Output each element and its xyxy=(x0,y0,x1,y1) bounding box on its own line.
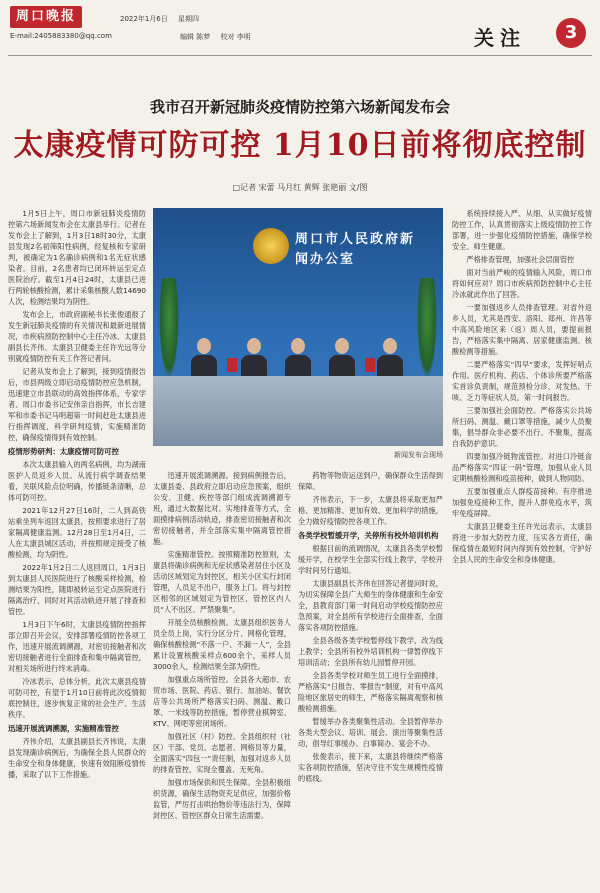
national-emblem-icon xyxy=(253,228,289,264)
paragraph: 太康县卫健委主任许光远表示，太康县将进一步加大防控力度，压实各方责任，确保疫情在最短时间内得到有效控制，守护好全县人民的生命安全和身体健康。 xyxy=(452,522,592,564)
paragraph: 迅速开展流调溯源。接到病例报告后，太康县委、县政府立即启动应急预案，组织公安、卫健、疾控等部门组成流调溯源专班，通过大数据比对、实地排查等方式，全面摸排病例活动轨迹，排查密切接触者和次密切接触者，并全部落实集中隔离管控措施。 xyxy=(153,471,291,546)
editor: 编辑 陈梦 xyxy=(180,33,211,41)
conference-table xyxy=(153,376,443,446)
flag-icon xyxy=(365,358,375,372)
article-column-3 xyxy=(298,470,443,888)
plant-decoration xyxy=(159,278,179,378)
paragraph: 四要加强冷链物流管控。对进口冷链食品严格落实“四证一码”管理，加强从业人员定期核酸检测和疫苗接种，做到人物同防。 xyxy=(452,452,592,483)
paragraph: 冷冰表示，总体分析，此次太康县疫情可防可控，有望于1月10日前将此次疫情彻底控制住，逐步恢复正常的社会生产、生活秩序。 xyxy=(8,677,146,719)
paragraph: 齐伟介绍，太康县副县长齐伟说，太康县发现确诊病例后，为确保全县人民群众的生命安全和身体健康，快速有效阻断疫情传播，采取了以下工作措施。 xyxy=(8,737,146,779)
paragraph: 太康县副县长齐伟在回答记者提问时说，为切实保障全县广大师生的身体健康和生命安全，县教育部门第一时间启动学校疫情防控应急预案，对全县所有学校进行全面排查，全面落实各项防控措施。 xyxy=(298,579,443,632)
paragraph: 齐伟表示，下一步，太康县将采取更加严格、更加精准、更加有效、更加科学的措施，全力做好疫情防控各项工作。 xyxy=(298,495,443,526)
article-column-4 xyxy=(452,208,592,888)
article-kicker: 我市召开新冠肺炎疫情防控第六场新闻发布会 xyxy=(149,98,450,116)
press-conference-photo xyxy=(153,208,443,446)
paragraph: 全县各级各类学校暂停线下教学，改为线上教学；全县所有校外培训机构一律暂停线下培训活动；全县所有幼儿园暂停开园。 xyxy=(298,636,443,667)
paragraph: 张俊表示，接下来，太康县将继续严格落实各项防控措施，坚决守住不发生规模性疫情的底线。 xyxy=(298,752,443,783)
subheading: 迅速开展流调溯源，实施精准管控 xyxy=(8,724,119,733)
staff-line xyxy=(180,32,259,42)
photo-caption: 新闻发布会现场 xyxy=(394,451,443,459)
paragraph: 严格排查管理，加强社会层面管控 xyxy=(466,255,575,264)
issue-date xyxy=(120,14,207,24)
paragraph: 暂缓举办各类聚集性活动。全县暂停举办各类大型会议、培训、展会、演出等聚集性活动，倡导红事缓办、白事简办、宴会不办。 xyxy=(298,717,443,748)
paragraph: 二要严格落实“四早”要求，发挥好哨点作用。医疗机构、药店、个体诊所要严格落实首诊负责制，规范预检分诊，对发热、干咳、乏力等症状人员，第一时间报告。 xyxy=(452,360,592,402)
paragraph: 加强重点场所管控。全县各大超市、农贸市场、医院、药店、银行、加油站、餐饮店等公共场所严格落实扫码、测温、戴口罩、一米线等防控措施，暂停营业棋牌室、KTV、网吧等密闭场所。 xyxy=(153,675,291,728)
paragraph: 全县各类学校对师生员工进行全面摸排，严格落实“日报告、零报告”制度，对有中高风险地区旅居史的师生，严格落实隔离观察和核酸检测措施。 xyxy=(298,671,443,713)
paragraph: 一要加强返乡人员排查管理。对省外返乡人员，尤其是西安、洛阳、郑州、许昌等中高风险地区来（返）周人员，要提前报告，严格落实集中隔离、居家健康监测、核酸检测等措施。 xyxy=(452,303,592,356)
paragraph: 五要加强重点人群疫苗接种。有序推进加强免疫接种工作，提升人群免疫水平，筑牢免疫屏障。 xyxy=(452,487,592,518)
paragraph: 2021年12月27日16时，二人到高铁站乘坐列车返回太康县，按照要求进行了居家隔离健康监测。12月28日至1月4日，二人在太康县城区活动，并按照规定接受了核酸检测，均为阴性。 xyxy=(8,506,146,559)
reviewer: 校对 李明 xyxy=(220,33,251,41)
backdrop-sign: 周口市人民政府新闻办公室 xyxy=(295,232,416,267)
paragraph: 药物等物资运送到户，确保群众生活得到保障。 xyxy=(298,471,443,491)
article-column-2 xyxy=(153,470,291,888)
newspaper-logo: 周口晚报 xyxy=(10,6,82,28)
paragraph: 根据目前的流调情况，太康县各类学校暂缓开学，在校学生全部实行线上教学，学校开学时间另行通知。 xyxy=(298,544,443,575)
paragraph: 1月5日上午，周口市新冠肺炎疫情防控第六场新闻发布会在太康县举行。记者在发布会上了解到，1月3日18时30分，太康县发现2名初筛阳性病例，经复核和专家研判，被确定为1名确诊病例和1名无症状感染者。目前，2名患者均已闭环转运至定点医院治疗。截至1月4日24时，太康县已进行两轮核酸检测，累计采集核酸人数14690人次，检测结果均为阴性。 xyxy=(8,209,146,306)
paragraph: 面对当前严峻的疫情输入风险，周口市将如何应对？周口市疾病预防控制中心主任冷冰就此作出了回答。 xyxy=(452,268,592,299)
subheading: 疫情形势研判：太康疫情可防可控 xyxy=(8,447,119,456)
paragraph: 发布会上，市政府副秘书长张俊通报了发生新冠肺炎疫情的有关情况和最新进展情况，市疾病预防控制中心主任冷冰、太康县副县长齐伟、太康县卫健委主任许光远等分别就疫情防控有关工作答记者问。 xyxy=(8,310,146,363)
paragraph: 记者从发布会上了解到，接到疫情报告后，市县两级立即启动疫情防控应急机制，迅速建立市县联动的高效指挥体系，专家学者、周口市委书记安伟亲自指挥，市长吉建军和市委书记马明超第一时间赶赴太康县进行指挥调度，科学研判疫情，实施精准防控，确保疫情得到有效控制。 xyxy=(8,367,146,442)
weekday: 星期四 xyxy=(177,15,199,23)
contact-email: E-mail:2405883380@qq.com xyxy=(10,32,112,40)
article-byline: □记者 宋蕾 马月红 黄辉 张艳丽 文/图 xyxy=(232,183,368,192)
paragraph: 开展全员核酸检测。太康县组织医务人员全员上岗，实行分区分片、网格化管理，确保核酸检测“不落一户、不漏一人”，全县累计设置核酸采样点600余个，采样人员3000余人，检测结果全部为阴性。 xyxy=(153,618,291,671)
paragraph: 三要加强社会面防控。严格落实公共场所扫码、测温、戴口罩等措施，减少人员聚集，倡导群众非必要不出行、不聚集，提高自我防护意识。 xyxy=(452,406,592,448)
paragraph: 加强市场保供和民生保障。全县积极组织货源，确保生活物资充足供应，加强价格监管，严厉打击哄抬物价等违法行为，保障封控区、管控区群众日常生活需要。 xyxy=(153,778,291,820)
plant-decoration xyxy=(417,278,437,378)
article-headline: 太康疫情可防可控 1月10日前将彻底控制 xyxy=(13,128,587,163)
flag-icon xyxy=(227,358,237,372)
paragraph: 本次太康县输入的两名病例，均为湖南医护人员返乡人员。从流行病学调查结果看，关联风险点位明确，传播链条清晰，总体可防可控。 xyxy=(8,460,146,502)
subheading: 各类学校暂缓开学，关停所有校外培训机构 xyxy=(298,531,439,540)
date: 2022年1月6日 xyxy=(120,15,168,23)
article-column-1 xyxy=(8,208,146,888)
page-number-badge: 3 xyxy=(556,18,586,48)
section-title: 关注 xyxy=(474,26,526,50)
paragraph: 实施精准管控。按照精准防控原则，太康县将确诊病例和无症状感染者居住小区及活动区域划定为封控区，相关小区实行封闭管理，人员足不出户，服务上门。将与封控区相邻的区域划定为管控区，管控区内人员“人不出区、严禁聚集”。 xyxy=(153,550,291,614)
masthead-divider xyxy=(8,55,592,56)
paragraph: 系统持续接入严、从细、从实做好疫情防控工作，认真贯彻落实上级疫情防控工作部署，进一步强化疫情防控措施，确保学校安全、师生健康。 xyxy=(452,209,592,251)
paragraph: 1月3日下午6时，太康县疫情防控指挥部立即召开会议，安排部署疫情防控各项工作，迅速开展流调溯源，对密切接触者和次密切接触者进行全面排查和集中隔离管控，对相关场所进行终末消毒。 xyxy=(8,620,146,673)
paragraph: 加强社区（村）防控。全县组织村（社区）干部、党员、志愿者、网格员等力量，全面落实“四包一”责任制，加强对返乡人员的排查管控，实现全覆盖、无死角。 xyxy=(153,732,291,774)
masthead xyxy=(0,0,600,58)
paragraph: 2022年1月2日二人返回周口，1月3日到太康县人民医院进行了核酸采样检测，检测结果为阳性，随即被转运至定点医院进行隔离治疗，同时对其活动轨迹开展了排查和管控。 xyxy=(8,563,146,616)
